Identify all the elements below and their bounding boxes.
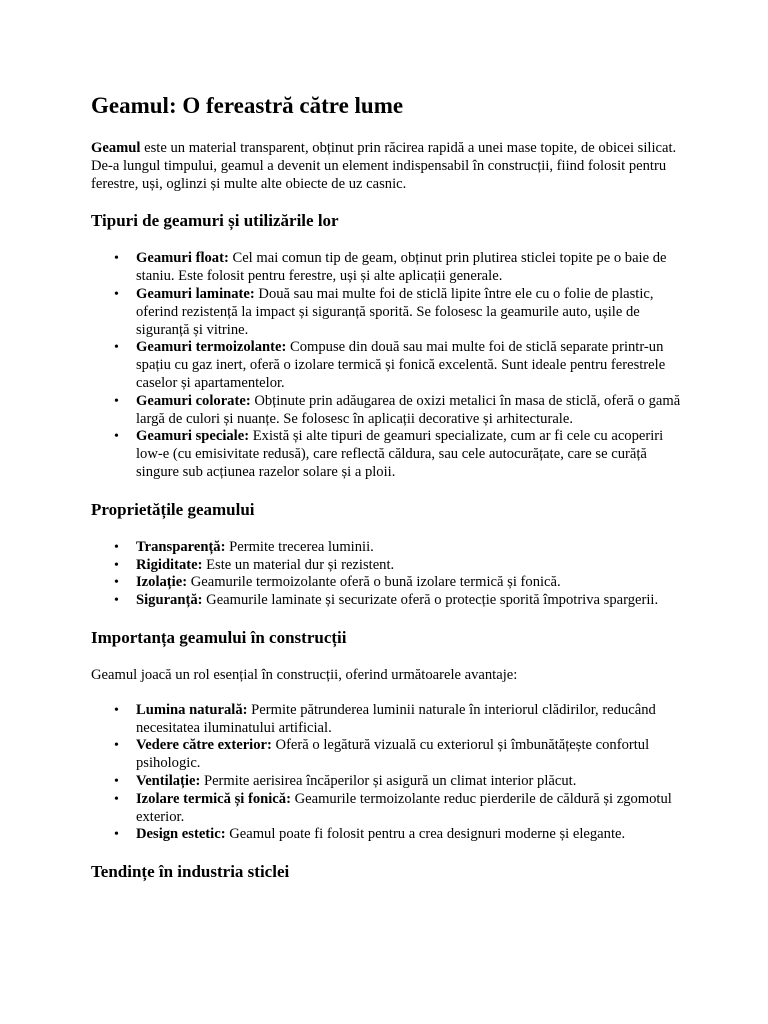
list-item	[114, 574, 681, 592]
page-title: Geamul: O fereastră către lume	[91, 93, 404, 118]
intro-paragraph	[91, 140, 681, 193]
list-item	[114, 250, 681, 286]
bullet-icon: •	[114, 593, 119, 609]
section-heading: Proprietățile geamului	[91, 499, 255, 519]
bullet-icon: •	[114, 702, 119, 718]
section-heading: Importanța geamului în construcții	[91, 627, 347, 647]
item-text: Obținute prin adăugarea de oxizi metalici în masa de sticlă, oferă o gamă largă de culori și nuanțe. Se folosesc în aplicații decorative și arhitecturale.	[136, 392, 681, 427]
item-label: Izolare termică și fonică:	[136, 790, 291, 807]
section-heading: Tendințe în industria sticlei	[91, 862, 290, 882]
item-text: Cel mai comun tip de geam, obținut prin plutirea sticlei topite pe o baie de staniu. Este folosit pentru ferestre, uși și alte aplicații generale.	[136, 250, 667, 285]
item-text: Geamurile termoizolante oferă o bună izolare termică și fonică.	[187, 574, 561, 591]
bullet-icon: •	[114, 429, 119, 445]
item-text: Oferă o legătură vizuală cu exteriorul și îmbunătățește confortul psihologic.	[136, 737, 650, 772]
item-text: Geamurile laminate și securizate oferă o protecție sporită împotriva spargerii.	[202, 592, 659, 609]
bullet-icon: •	[114, 773, 119, 789]
item-text: Permite trecerea luminii.	[225, 538, 374, 555]
intro-text: este un material transparent, obținut prin răcirea rapidă a unei mase topite, de obicei silicat. De-a lungul timpului, geamul a devenit un element indispensabil în construcții, fiind folosit pentru ferestre, uși, oglinzi și multe alte obiecte de uz casnic.	[91, 140, 677, 192]
document-content	[91, 92, 681, 901]
bullet-list	[91, 702, 681, 844]
item-label: Geamuri float:	[136, 250, 229, 267]
list-item	[114, 826, 681, 844]
bullet-icon: •	[114, 827, 119, 843]
list-item	[114, 285, 681, 339]
item-text: Permite aerisirea încăperilor și asigură un climat interior plăcut.	[200, 772, 577, 789]
item-text: Permite pătrunderea luminii naturale în interiorul clădirilor, reducând necesitatea iluminatului artificial.	[136, 701, 656, 736]
list-item	[114, 592, 681, 610]
bullet-icon: •	[114, 393, 119, 409]
bullet-icon: •	[114, 539, 119, 555]
list-item	[114, 737, 681, 773]
item-text: Geamul poate fi folosit pentru a crea designuri moderne și elegante.	[225, 826, 626, 843]
item-label: Geamuri laminate:	[136, 285, 255, 302]
bullet-icon: •	[114, 286, 119, 302]
list-item	[114, 790, 681, 827]
item-label: Siguranță:	[136, 592, 203, 609]
list-item	[114, 428, 681, 481]
item-label: Transparență:	[136, 538, 226, 555]
item-label: Lumina naturală:	[136, 701, 248, 718]
list-item	[114, 392, 681, 429]
bullet-icon: •	[114, 738, 119, 754]
list-item	[114, 556, 681, 575]
list-item	[114, 538, 681, 557]
bullet-list	[91, 539, 681, 610]
item-label: Geamuri speciale:	[136, 428, 250, 445]
section-heading: Tipuri de geamuri și utilizările lor	[91, 211, 339, 231]
list-item	[114, 339, 681, 392]
item-text: Compuse din două sau mai multe foi de sticlă separate printr-un spațiu cu gaz inert, oferă o izolare termică și fonică excelentă. Sunt ideale pentru ferestrele caselor și apartamentelor.	[136, 339, 666, 391]
bullet-icon: •	[114, 557, 119, 573]
list-item	[114, 701, 681, 738]
section-paragraph: Geamul joacă un rol esențial în construcții, oferind următoarele avantaje:	[91, 666, 518, 683]
intro-bold: Geamul	[91, 140, 141, 156]
item-text: Geamurile termoizolante reduc pierderile de căldură și zgomotul exterior.	[136, 790, 672, 825]
item-label: Vedere către exterior:	[136, 737, 272, 754]
bullet-icon: •	[114, 791, 119, 807]
item-text: Există și alte tipuri de geamuri specializate, cum ar fi cele cu acoperiri low-e (cu emisivitate redusă), care reflectă căldura, sau cele autocurățate, care se curăță singure sub acțiunea razelor solare și a ploii.	[136, 428, 664, 480]
bullet-icon: •	[114, 340, 119, 356]
item-label: Izolație:	[136, 574, 188, 591]
bullet-icon: •	[114, 575, 119, 591]
item-label: Rigiditate:	[136, 556, 203, 573]
item-text: Este un material dur și rezistent.	[202, 556, 395, 573]
item-label: Geamuri termoizolante:	[136, 339, 287, 356]
item-label: Geamuri colorate:	[136, 392, 251, 409]
item-text: Două sau mai multe foi de sticlă lipite între ele cu o folie de plastic, oferind rezistență la impact și siguranță sporită. Se folosesc la geamurile auto, ușile de siguranță și vitrine.	[136, 285, 654, 338]
list-item	[114, 772, 681, 791]
item-label: Ventilație:	[136, 772, 201, 789]
item-label: Design estetic:	[136, 826, 226, 843]
bullet-icon: •	[114, 251, 119, 267]
bullet-list	[91, 250, 681, 481]
